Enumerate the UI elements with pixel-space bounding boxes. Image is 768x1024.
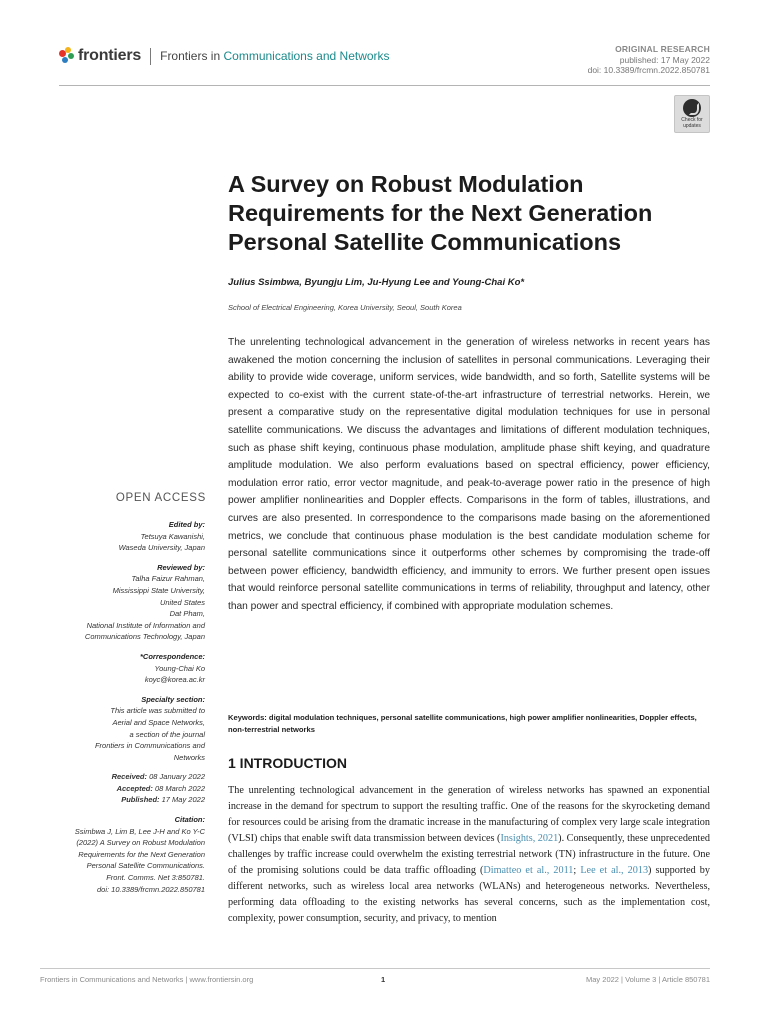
reviewer-affiliation: Communications Technology, Japan bbox=[84, 632, 205, 642]
citation-text: Requirements for the Next Generation bbox=[78, 849, 205, 859]
reviewer-name: Dat Pham, bbox=[169, 609, 205, 619]
footer-issue-info: May 2022 | Volume 3 | Article 850781 bbox=[586, 975, 710, 984]
article-meta bbox=[588, 44, 710, 76]
received-date: Received: 08 January 2022 bbox=[111, 772, 205, 782]
article-type: ORIGINAL RESEARCH bbox=[615, 44, 710, 54]
specialty-text: Aerial and Space Networks, bbox=[112, 717, 205, 727]
header-divider bbox=[59, 85, 710, 86]
correspondence-email[interactable]: koyc@korea.ac.kr bbox=[144, 675, 205, 685]
citation-text: Personal Satellite Communications. bbox=[86, 861, 205, 871]
editor-affiliation: Waseda University, Japan bbox=[118, 543, 205, 553]
footer-divider bbox=[40, 968, 710, 969]
reviewer-affiliation: Mississippi State University, bbox=[112, 585, 205, 595]
article-title: A Survey on Robust Modulation Requirements for the Next Generation Personal Satellite Communications bbox=[228, 171, 653, 255]
editor-name: Tetsuya Kawanishi, bbox=[140, 531, 205, 541]
journal-name[interactable] bbox=[160, 49, 389, 63]
keywords: Keywords: digital modulation techniques, personal satellite communications, high power amplifier nonlinearities, Doppler effects, non-terrestrial networks bbox=[228, 713, 697, 734]
accepted-date: Accepted: 08 March 2022 bbox=[116, 783, 205, 793]
published-date-sidebar: Published: 17 May 2022 bbox=[121, 795, 205, 805]
affiliation: School of Electrical Engineering, Korea University, Seoul, South Korea bbox=[228, 303, 462, 312]
correspondence-name: Young-Chai Ko bbox=[154, 663, 205, 673]
specialty-section-label: Specialty section: bbox=[141, 694, 205, 704]
citation-doi[interactable]: doi: 10.3389/frcmn.2022.850781 bbox=[97, 884, 205, 894]
doi[interactable]: doi: 10.3389/frcmn.2022.850781 bbox=[587, 65, 710, 75]
correspondence-label: *Correspondence: bbox=[139, 651, 205, 661]
check-updates-label: Check for updates bbox=[681, 117, 703, 129]
edited-by-label: Edited by: bbox=[168, 520, 205, 529]
section-heading-introduction: 1 INTRODUCTION bbox=[228, 755, 347, 771]
brand-name: frontiers bbox=[78, 47, 142, 64]
journal-prefix: Frontiers in bbox=[160, 49, 221, 63]
specialty-text: Networks bbox=[173, 752, 205, 762]
frontiers-logo-icon bbox=[59, 47, 75, 65]
specialty-text: This article was submitted to bbox=[110, 706, 205, 716]
journal-title: Communications and Networks bbox=[223, 49, 390, 63]
check-for-updates-button[interactable] bbox=[674, 95, 710, 133]
reviewer-affiliation: National Institute of Information and bbox=[86, 620, 205, 630]
introduction-paragraph: The unrelenting technological advancement in the generation of wireless networks has spawned an exponential increase in the demand for spectrum to support the resulting traffic. One of the reasons for the skyrocketing demand for resources could be arising from the dramatic increase in the manufacturing of complex very large scale integration (VLSI) chips that enable swift data transmission between devices (Insights, 2021). Consequently, these unprecedented challenges by traffic increase could overwhelm the existing terrestrial network (TN) infrastructure in the future. One of the promising solutions could be data traffic offloading (Dimatteo et al., 2011; Lee et al., 2013) supported by different networks, such as wireless local area networks (WLANs) and heterogeneous networks. Nevertheless, performing data offloading to the existing networks has several concerns, such as the implementation cost, complexity, power consumption, security, and privacy, to mention bbox=[228, 785, 710, 924]
published-date: published: 17 May 2022 bbox=[619, 54, 710, 65]
reference-link[interactable]: Dimatteo et al., 2011 bbox=[483, 865, 574, 876]
frontiers-logo[interactable] bbox=[59, 47, 390, 65]
reviewer-name: Talha Faizur Rahman, bbox=[131, 574, 205, 584]
open-access-label: OPEN ACCESS bbox=[115, 492, 206, 504]
citation-label: Citation: bbox=[174, 815, 205, 825]
article-info-sidebar bbox=[40, 519, 205, 895]
reference-link[interactable]: Lee et al., 2013 bbox=[580, 865, 649, 876]
logo-divider bbox=[150, 48, 151, 65]
specialty-text: a section of the journal bbox=[129, 729, 205, 739]
reviewer-affiliation: United States bbox=[159, 597, 205, 607]
citation-text: (2022) A Survey on Robust Modulation bbox=[76, 838, 205, 848]
reference-link[interactable]: Insights, 2021 bbox=[500, 833, 559, 844]
check-updates-icon bbox=[683, 99, 701, 117]
abstract: The unrelenting technological advancement in the generation of wireless networks in recent years has awakened the motion concerning the inclusion of satellites in personal communications. Leveraging their ability to provide wide coverage, uniform services, wide bandwidth, and so forth, Satellite systems will be expected to co-exist with the current state-of-the-art infrastructure of terrestrial networks. Herein, we present a comparative study on the representative digital modulation techniques for use in personal satellite communications. We discuss the advantages and limitations of different modulation techniques, such as phase shift keying, continuous phase modulation, amplitude phase shift keying, and quadrature amplitude modulation. We also perform evaluations based on spectral efficiency, power efficiency, modulation error ratio, error vector magnitude, and peak-to-average power ratio in the presence of high power amplifier nonlinearities and Doppler effects. Comparisons in the form of tables, illustrations, and curves are also presented. In correspondence to the comparisons made basing on the aforementioned metrics, we conclude that continuous phase modulation is the best candidate modulation scheme for personal satellite communications since it outperforms other schemes by compromising the trade-off between power efficiency, bandwidth efficiency, and immunity to errors. We further present open issues that would reinforce personal satellite communications in terms of reliability, throughput and latency, other than power and spectral efficiency, if combined with appropriate modulation schemes. bbox=[228, 337, 710, 612]
footer-journal-link[interactable]: Frontiers in Communications and Networks | www.frontiersin.org bbox=[40, 975, 254, 984]
citation-text: Front. Comms. Net 3:850781. bbox=[106, 873, 205, 883]
specialty-text: Frontiers in Communications and bbox=[94, 741, 205, 751]
page-number: 1 bbox=[381, 975, 386, 984]
reviewed-by-label: Reviewed by: bbox=[157, 562, 205, 572]
author-list[interactable]: Julius Ssimbwa, Byungju Lim, Ju-Hyung Lee and Young-Chai Ko* bbox=[228, 277, 525, 288]
citation-text: Ssimbwa J, Lim B, Lee J-H and Ko Y-C bbox=[74, 826, 205, 836]
